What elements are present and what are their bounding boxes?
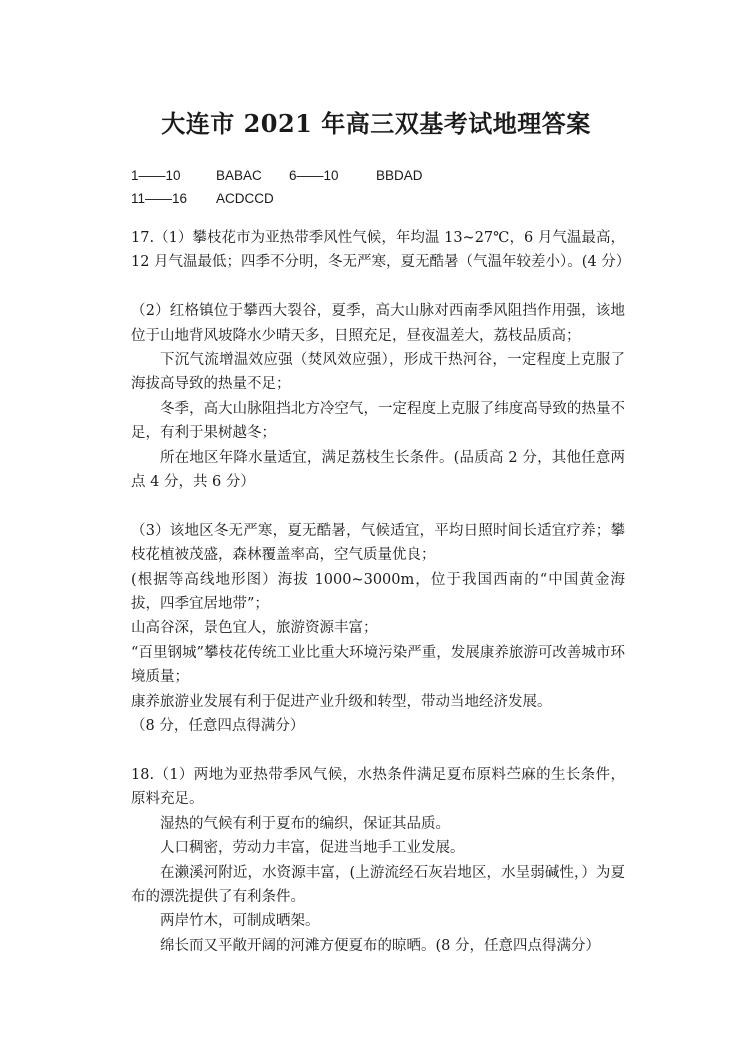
- answer-letters: ACDCCD: [216, 191, 274, 206]
- answer-paragraph: 在濑溪河附近，水资源丰富，(上游流经石灰岩地区，水呈弱碱性，）为夏布的漂洗提供了有利条件。: [131, 864, 625, 905]
- answer-key-row: [131, 164, 449, 187]
- answer-paragraph: （3）该地区冬无严寒，夏无酷暑，气候适宜，平均日照时间长适宜疗养；攀枝花植被茂盛，森林覆盖率高，空气质量优良；: [131, 522, 625, 564]
- answer-body: [131, 226, 631, 958]
- answer-paragraph: 人口稠密，劳动力丰富，促进当地手工业发展。: [160, 840, 465, 857]
- question-range: 11——16: [131, 191, 188, 206]
- answer-paragraph: 所在地区年降水量适宜，满足荔枝生长条件。(品质高 2 分，其他任意两点 4 分，共 6 分）: [131, 449, 625, 491]
- paragraph-gap: [131, 275, 625, 299]
- paragraph-gap: [131, 739, 625, 763]
- answer-paragraph: （2）红格镇位于攀西大裂谷，夏季，高大山脉对西南季风阻挡作用强，该地位于山地背风坡降水少晴天多，日照充足，昼夜温差大，荔枝品质高；: [131, 303, 625, 344]
- answer-paragraph: 湿热的气候有利于夏布的编织，保证其品质。: [160, 815, 450, 832]
- answer-paragraph: 山高谷深，景色宜人，旅游资源丰富；: [131, 620, 378, 637]
- answer-paragraph: “百里钢城”攀枝花传统工业比重大环境污染严重，发展康养旅游可改善城市环境质量；: [131, 644, 625, 686]
- answer-paragraph: （8 分，任意四点得满分）: [131, 718, 305, 735]
- answer-letters: BABAC: [216, 168, 262, 183]
- question-range: 1——10: [131, 168, 181, 183]
- answer-paragraph: 下沉气流增温效应强（焚风效应强），形成干热河谷，一定程度上克服了海拔高导致的热量不足；: [131, 352, 625, 393]
- answer-paragraph: (根据等高线地形图）海拔 1000~3000m，位于我国西南的“中国黄金海拔，四季宜居地带”；: [131, 571, 625, 613]
- document-title: 大连市 2021 年高三双基考试地理答案: [161, 109, 591, 138]
- question-range: 6——10: [289, 168, 339, 183]
- answer-key-row: [131, 187, 449, 210]
- answer-key: [131, 164, 449, 210]
- paragraph-gap: [131, 494, 625, 518]
- answer-paragraph: 18.（1）两地为亚热带季风气候，水热条件满足夏布原料苎麻的生长条件，原料充足。: [131, 766, 625, 808]
- answer-letters: BBDAD: [376, 168, 423, 183]
- answer-paragraph: 绵长而又平敞开阔的河滩方便夏布的晾晒。(8 分，任意四点得满分）: [160, 937, 600, 954]
- answer-paragraph: 冬季，高大山脉阻挡北方冷空气，一定程度上克服了纬度高导致的热量不足，有利于果树越冬；: [131, 400, 625, 442]
- answer-paragraph: 两岸竹木，可制成晒架。: [160, 913, 320, 930]
- answer-paragraph: 康养旅游业发展有利于促进产业升级和转型，带动当地经济发展。: [131, 693, 552, 710]
- answer-paragraph: 17.（1）攀枝花市为亚热带季风性气候，年均温 13~27℃，6 月气温最高，12 月气温最低；四季不分明，冬无严寒，夏无酷暑（气温年较差小）。(4 分）: [131, 230, 631, 271]
